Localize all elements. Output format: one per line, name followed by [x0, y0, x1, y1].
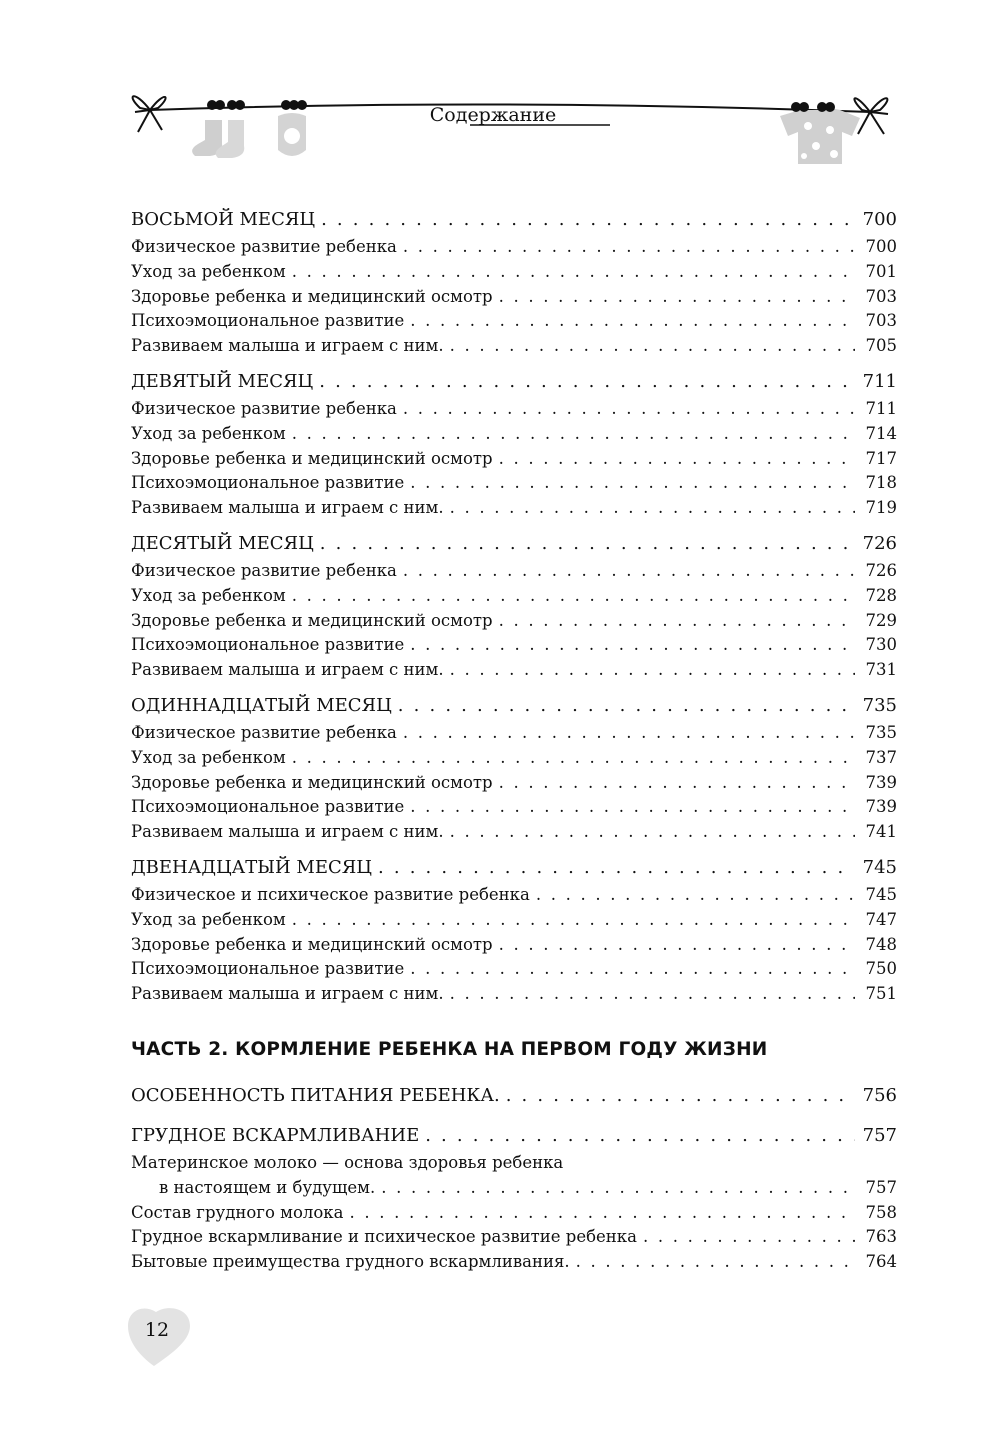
item-title: Состав грудного молока	[131, 1202, 344, 1222]
item-title: Развиваем малыша и играем с ним.	[131, 660, 444, 680]
section-title: ДЕСЯТЫЙ МЕСЯЦ	[131, 532, 314, 554]
item-title-line2: в настоящем и будущем.	[159, 1177, 376, 1197]
toc-section[interactable]	[131, 1121, 897, 1151]
page-ref: 729	[865, 610, 897, 630]
toc-item[interactable]	[131, 771, 897, 796]
toc-item[interactable]	[131, 422, 897, 447]
toc-item[interactable]	[131, 447, 897, 472]
page-ref: 703	[865, 286, 897, 306]
page-number-badge	[124, 1300, 198, 1370]
item-title: Развиваем малыша и играем с ним.	[131, 822, 444, 842]
toc-item[interactable]	[131, 1250, 897, 1275]
item-title: Уход за ребенком	[131, 747, 286, 767]
item-title-line1: Материнское молоко — основа здоровья ребенка	[131, 1152, 564, 1172]
toc-item[interactable]	[131, 883, 897, 908]
page-ref: 757	[862, 1124, 897, 1146]
page-ref: 718	[865, 473, 897, 493]
page-ref: 735	[865, 722, 897, 742]
page-ref: 711	[865, 398, 897, 418]
toc-item[interactable]	[131, 285, 897, 310]
item-title: Уход за ребенком	[131, 585, 286, 605]
header-title: Содержание	[429, 104, 557, 126]
item-title: Уход за ребенком	[131, 423, 286, 443]
item-title: Здоровье ребенка и медицинский осмотр	[131, 610, 493, 630]
item-title: Грудное вскармливание и психическое развитие ребенка	[131, 1227, 637, 1247]
toc-item[interactable]	[131, 658, 897, 683]
toc-item[interactable]	[131, 820, 897, 845]
toc-item[interactable]	[131, 334, 897, 359]
section-title: ОДИННАДЦАТЫЙ МЕСЯЦ	[131, 694, 392, 716]
toc-item[interactable]	[131, 982, 897, 1007]
toc-item[interactable]	[131, 559, 897, 584]
section-title: ДЕВЯТЫЙ МЕСЯЦ	[131, 370, 314, 392]
toc-section[interactable]	[131, 1081, 897, 1111]
item-title: Здоровье ребенка и медицинский осмотр	[131, 448, 493, 468]
toc-item-multiline[interactable]	[131, 1151, 897, 1201]
item-title: Развиваем малыша и играем с ним.	[131, 498, 444, 518]
page-ref: 745	[862, 856, 897, 878]
toc-item[interactable]	[131, 1201, 897, 1226]
toc-item[interactable]	[131, 633, 897, 658]
page-ref: 739	[865, 772, 897, 792]
item-title: Психоэмоциональное развитие	[131, 635, 405, 655]
toc-item[interactable]	[131, 471, 897, 496]
item-title: Психоэмоциональное развитие	[131, 797, 405, 817]
page-ref: 751	[865, 984, 897, 1004]
page-ref: 750	[865, 959, 897, 979]
page-ref: 728	[865, 585, 897, 605]
page-ref: 705	[865, 336, 897, 356]
toc-section[interactable]	[131, 205, 897, 235]
item-title: Здоровье ребенка и медицинский осмотр	[131, 934, 493, 954]
item-title: Уход за ребенком	[131, 909, 286, 929]
toc-section[interactable]	[131, 853, 897, 883]
page-ref: 764	[865, 1252, 897, 1272]
toc-item[interactable]	[131, 235, 897, 260]
table-of-contents	[131, 205, 897, 1275]
toc-item[interactable]	[131, 933, 897, 958]
toc-item[interactable]	[131, 721, 897, 746]
item-title: Здоровье ребенка и медицинский осмотр	[131, 772, 493, 792]
page-ref: 703	[865, 311, 897, 331]
page-ref: 730	[865, 635, 897, 655]
page-ref: 700	[865, 237, 897, 256]
toc-item[interactable]	[131, 496, 897, 521]
section-title: ОСОБЕННОСТЬ ПИТАНИЯ РЕБЕНКА.	[131, 1084, 500, 1106]
item-title: Психоэмоциональное развитие	[131, 473, 405, 493]
page-ref: 741	[865, 822, 897, 842]
item-title: Развиваем малыша и играем с ним.	[131, 336, 444, 356]
page-ref: 726	[865, 560, 897, 580]
page-ref: 756	[862, 1084, 897, 1106]
section-title: ГРУДНОЕ ВСКАРМЛИВАНИЕ	[131, 1124, 420, 1146]
toc-section[interactable]	[131, 367, 897, 397]
item-title: Уход за ребенком	[131, 261, 286, 281]
page-ref: 731	[865, 660, 897, 680]
item-title: Развиваем малыша и играем с ним.	[131, 984, 444, 1004]
page-ref: 747	[865, 909, 897, 929]
item-title: Психоэмоциональное развитие	[131, 959, 405, 979]
item-title: Физическое развитие ребенка	[131, 398, 397, 418]
page-number: 12	[144, 1319, 170, 1341]
page-ref: 739	[865, 797, 897, 817]
toc-item[interactable]	[131, 609, 897, 634]
page-ref: 719	[865, 498, 897, 518]
item-title: Психоэмоциональное развитие	[131, 311, 405, 331]
page-ref: 717	[865, 448, 897, 468]
toc-item[interactable]	[131, 957, 897, 982]
page-header	[0, 80, 986, 180]
toc-item[interactable]	[131, 908, 897, 933]
toc-section[interactable]	[131, 529, 897, 559]
item-title: Физическое и психическое развитие ребенка	[131, 884, 530, 904]
item-title: Физическое развитие ребенка	[131, 237, 397, 256]
item-title: Здоровье ребенка и медицинский осмотр	[131, 286, 493, 306]
toc-item[interactable]	[131, 795, 897, 820]
page-ref: 745	[865, 884, 897, 904]
item-title: Физическое развитие ребенка	[131, 722, 397, 742]
page-ref: 748	[865, 934, 897, 954]
toc-section[interactable]	[131, 691, 897, 721]
page-ref: 737	[865, 747, 897, 767]
page-ref: 726	[862, 532, 897, 554]
item-title: Физическое развитие ребенка	[131, 560, 397, 580]
section-title: ВОСЬМОЙ МЕСЯЦ	[131, 209, 316, 230]
page-ref: 757	[865, 1177, 897, 1197]
page-ref: 758	[865, 1202, 897, 1222]
part-heading: ЧАСТЬ 2. КОРМЛЕНИЕ РЕБЕНКА НА ПЕРВОМ ГОДУ ЖИЗНИ	[131, 1038, 768, 1060]
toc-item[interactable]	[131, 584, 897, 609]
page-ref: 714	[865, 423, 897, 443]
toc-item[interactable]	[131, 746, 897, 771]
toc-item[interactable]	[131, 260, 897, 285]
toc-item[interactable]	[131, 1225, 897, 1250]
clothesline-decoration	[0, 80, 986, 180]
page-ref: 700	[862, 209, 897, 230]
page-ref: 763	[865, 1227, 897, 1247]
page-ref: 735	[862, 694, 897, 716]
toc-item[interactable]	[131, 309, 897, 334]
toc-item[interactable]	[131, 397, 897, 422]
page-ref: 701	[865, 261, 897, 281]
page-ref: 711	[862, 370, 897, 392]
section-title: ДВЕНАДЦАТЫЙ МЕСЯЦ	[131, 856, 373, 878]
item-title: Бытовые преимущества грудного вскармливания.	[131, 1252, 570, 1272]
